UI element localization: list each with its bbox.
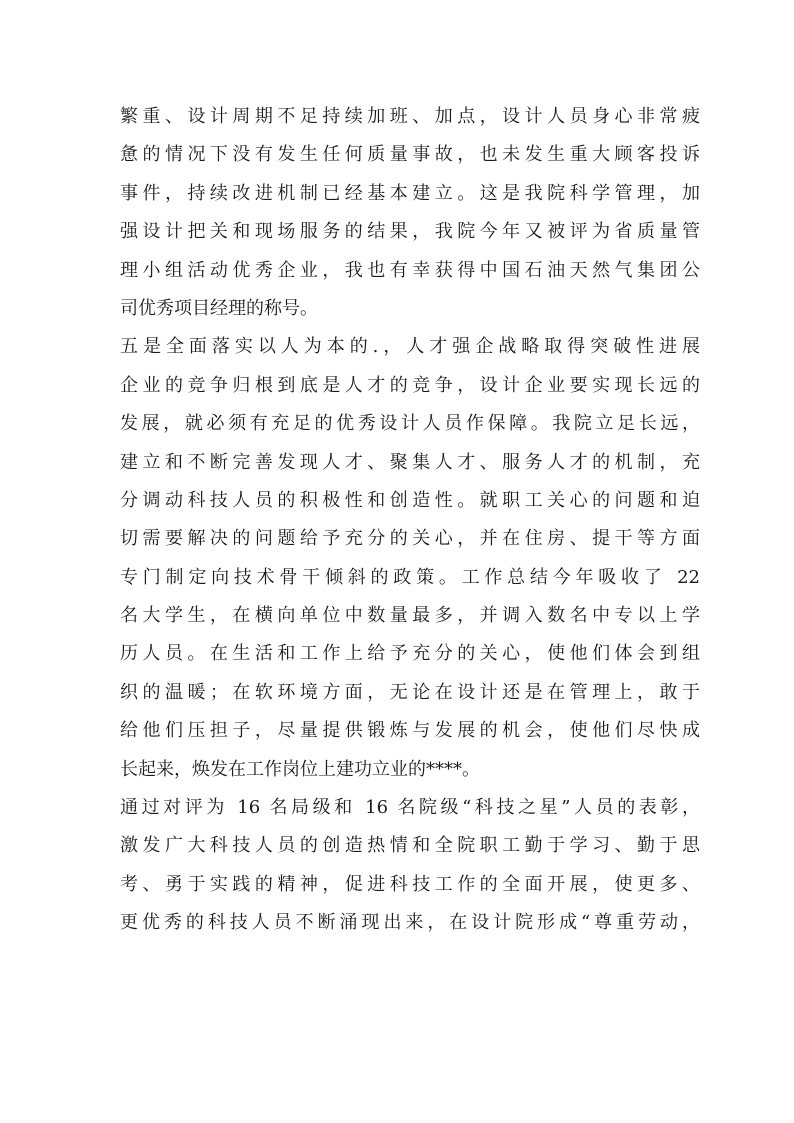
text-line: 长起来，焕发在工作岗位上建功立业的****。 (120, 758, 480, 780)
text-line: 切需要解决的问题给予充分的关心，并在住房、提干等方面 (120, 528, 700, 550)
text-line: 专门制定向技术骨干倾斜的政策。工作总结今年吸收了 22 (120, 566, 700, 588)
text-line: 发展，就必须有充足的优秀设计人员作保障。我院立足长远， (120, 413, 700, 435)
text-line: 惫的情况下没有发生任何质量事故，也未发生重大顾客投诉 (120, 144, 700, 166)
text-line: 强设计把关和现场服务的结果，我院今年又被评为省质量管 (120, 221, 700, 243)
text-line: 更优秀的科技人员不断涌现出来，在设计院形成“尊重劳动， (120, 912, 700, 934)
text-line: 建立和不断完善发现人才、聚集人才、服务人才的机制，充 (120, 451, 700, 473)
text-line: 企业的竞争归根到底是人才的竞争，设计企业要实现长远的 (120, 374, 700, 396)
body-text (120, 98, 700, 943)
text-line: 司优秀项目经理的称号。 (120, 297, 318, 319)
text-line: 分调动科技人员的积极性和创造性。就职工关心的问题和迫 (120, 489, 700, 511)
text-line: 事件，持续改进机制已经基本建立。这是我院科学管理，加 (120, 182, 700, 204)
text-line: 历人员。在生活和工作上给予充分的关心，使他们体会到组 (120, 643, 700, 665)
text-line: 名大学生，在横向单位中数量最多，并调入数名中专以上学 (120, 605, 700, 627)
text-line: 织的温暖；在软环境方面，无论在设计还是在管理上，敢于 (120, 681, 700, 703)
text-line: 考、勇于实践的精神，促进科技工作的全面开展，使更多、 (120, 873, 700, 895)
section-heading-line: 五是全面落实以人为本的.，人才强企战略取得突破性进展 (120, 336, 700, 358)
text-line: 繁重、设计周期不足持续加班、加点，设计人员身心非常疲 (120, 106, 700, 127)
text-line: 给他们压担子，尽量提供锻炼与发展的机会，使他们尽快成 (120, 720, 700, 742)
text-line: 通过对评为 16 名局级和 16 名院级“科技之星”人员的表彰， (120, 797, 700, 819)
text-line: 理小组活动优秀企业，我也有幸获得中国石油天然气集团公 (120, 259, 700, 281)
text-line: 激发广大科技人员的创造热情和全院职工勤于学习、勤于思 (120, 835, 700, 857)
